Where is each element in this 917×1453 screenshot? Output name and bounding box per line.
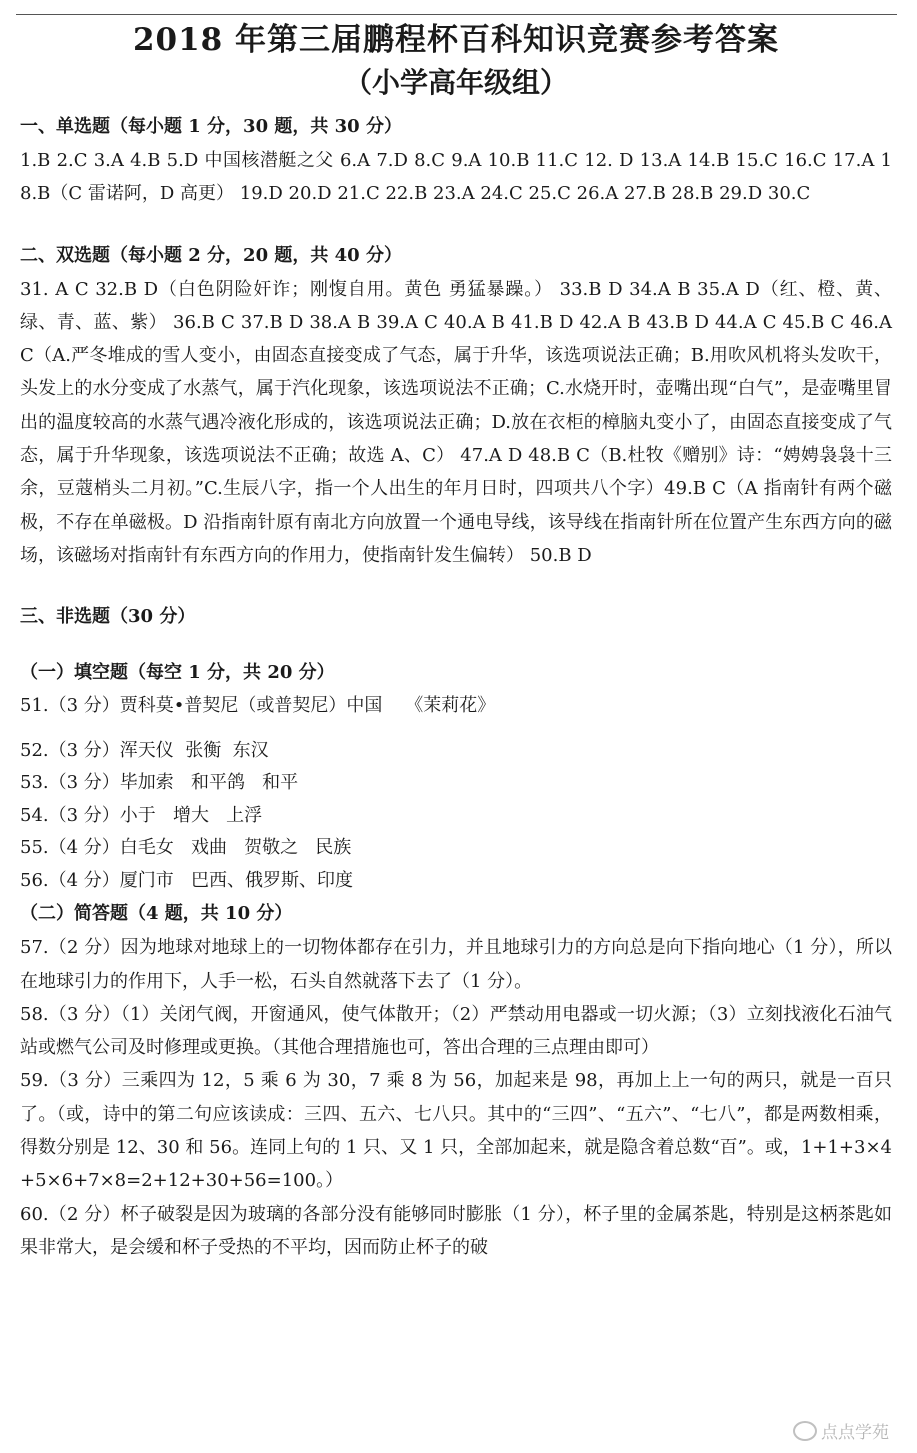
wechat-icon (793, 1421, 817, 1441)
watermark (793, 1418, 889, 1443)
section-non-choice (20, 600, 892, 1264)
section-double-choice (20, 239, 892, 573)
document-title: 2018 年第三届鹏程杯百科知识竞赛参考答案 (132, 22, 780, 58)
watermark-text: 点点学苑 (821, 1423, 889, 1443)
top-rule (16, 14, 897, 15)
fill-blank-item: 51.（3 分）贾科莫•普契尼（或普契尼）中国 《茉莉花》 (20, 695, 496, 717)
section-single-choice (20, 110, 892, 211)
fill-blank-item: 55.（4 分）白毛女 戏曲 贺敬之 民族 (20, 837, 352, 859)
short-answer-item: 60.（2 分）杯子破裂是因为玻璃的各部分没有能够同时膨胀（1 分），杯子里的金属茶匙，特别是这柄茶匙如果非常大，是会缓和杯子受热的不平均，因而防止杯子的破 (20, 1203, 892, 1258)
double-choice-answers: 31. A C 32.B D（白色阴险奸诈；刚愎自用。黄色 勇猛暴躁。） 33.B D 34.A B 35.A D（红、橙、黄、绿、青、蓝、紫） 36.B C 37.B D 38.A B 39.A C 40.A B 41.B D 42.A B 43.B D 44.A C 45.B C 46.A C（A.严冬堆成的雪人变小，由固态直接变成了气态，属于升华，该选项说法正确；B.用吹风机将头发吹干，头发上的水分变成了水蒸气，属于汽化现象，该选项说法不正确；C.水烧开时，壶嘴出现“白气”，是壶嘴里冒出的温度较高的水蒸气遇冷液化形成的，该选项说法正确；D.放在衣柜的樟脑丸变小了，由固态直接变成了气态，属于升华现象，该选项说法不正确；故选 A、C） 47.A D 48.B C（B.杜牧《赠别》诗：“娉娉袅袅十三余，豆蔻梢头二月初。”C.生辰八字，指一个人出生的年月日时，四项共八个字）49.B C（A 指南针有两个磁极，不存在单磁极。D 沿指南针原有南北方向放置一个通电导线，该导线在指南针所在位置产生东西方向的磁场，该磁场对指南针有东西方向的作用力，使指南针发生偏转） 50.B D (20, 278, 892, 566)
fill-blank-item: 52.（3 分）浑天仪 张衡 东汉 (20, 739, 269, 761)
single-choice-answers: 1.B 2.C 3.A 4.B 5.D 中国核潜艇之父 6.A 7.D 8.C 9.A 10.B 11.C 12. D 13.A 14.B 15.C 16.C 17.A 18.B（C 雷诺阿，D 高更） 19.D 20.D 21.C 22.B 23.A 24.C 25.C 26.A 27.B 28.B 29.D 30.C (20, 150, 892, 205)
section-heading: 二、双选题（每小题 2 分，20 题，共 40 分） (20, 244, 402, 266)
answer-sheet-page (20, 18, 892, 1264)
document-subtitle: （小学高年级组） (343, 66, 568, 99)
fill-blank-item: 54.（3 分）小于 增大 上浮 (20, 804, 263, 826)
fill-blank-item: 53.（3 分）毕加索 和平鸽 和平 (20, 772, 299, 794)
fill-blank-item: 56.（4 分）厦门市 巴西、俄罗斯、印度 (20, 869, 353, 891)
short-answer-item: 58.（3 分）（1）关闭气阀，开窗通风，使气体散开；（2）严禁动用电器或一切火源；（3）立刻找液化石油气站或燃气公司及时修理或更换。（其他合理措施也可，答出合理的三点理由即可） (20, 1003, 892, 1059)
short-answer-heading: （二）简答题（4 题，共 10 分） (20, 903, 293, 925)
short-answer-item: 57.（2 分）因为地球对地球上的一切物体都存在引力，并且地球引力的方向总是向下指向地心（1 分），所以在地球引力的作用下，人手一松，石头自然就落下去了（1 分）。 (20, 937, 892, 992)
short-answer-item: 59.（3 分）三乘四为 12，5 乘 6 为 30，7 乘 8 为 56，加起来是 98，再加上上一句的两只，就是一百只了。（或，诗中的第二句应该读成：三四、五六、七八只。其中的“三四”、“五六”、“七八”，都是两数相乘，得数分别是 12、30 和 56。连同上句的 1 只、又 1 只，全部加起来，就是隐含着总数“百”。或，1+1+3×4+5×6+7×8=2+12+30+56=100。） (20, 1070, 892, 1192)
section-heading: 一、单选题（每小题 1 分，30 题，共 30 分） (20, 116, 402, 137)
section-heading: 三、非选题（30 分） (20, 606, 196, 628)
fill-blank-heading: （一）填空题（每空 1 分，共 20 分） (20, 662, 335, 684)
